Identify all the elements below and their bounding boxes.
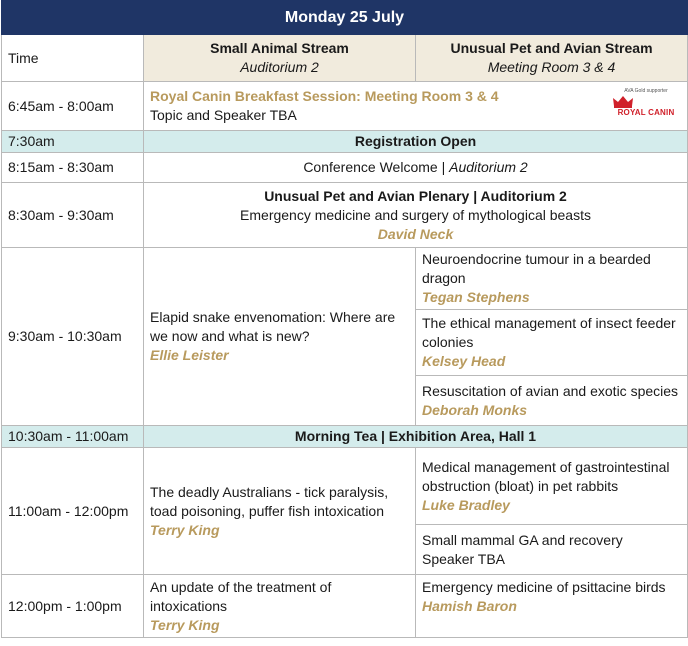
- registration-label: Registration Open: [144, 131, 688, 153]
- logo-caption: AVA Gold supporter: [624, 88, 668, 94]
- block3-left-session: [144, 575, 416, 638]
- tea-label: Morning Tea | Exhibition Area, Hall 1: [144, 426, 688, 448]
- block1-time: 9:30am - 10:30am: [2, 248, 144, 426]
- block2-time: 11:00am - 12:00pm: [2, 448, 144, 575]
- stream-name: Small Animal Stream: [210, 40, 349, 56]
- plenary-time: 8:30am - 9:30am: [2, 183, 144, 248]
- session-speaker: Tegan Stephens: [422, 289, 530, 305]
- day-title: Monday 25 July: [2, 1, 688, 35]
- registration-time: 7:30am: [2, 131, 144, 153]
- session-speaker: Hamish Baron: [422, 598, 517, 614]
- block2-left-session: [144, 448, 416, 575]
- session-topic: Small mammal GA and recovery: [422, 531, 623, 548]
- session-speaker: Terry King: [150, 617, 220, 633]
- block2-right-session-2: [416, 525, 688, 575]
- stream-name: Unusual Pet and Avian Stream: [450, 40, 653, 56]
- stream-room: Auditorium 2: [240, 59, 319, 75]
- breakfast-time: 6:45am - 8:00am: [2, 82, 144, 131]
- breakfast-session: [144, 82, 688, 131]
- session-topic: The ethical management of insect feeder colonies: [422, 315, 676, 350]
- block1-right-session-3: [416, 376, 688, 426]
- session-speaker: Kelsey Head: [422, 353, 506, 369]
- plenary-topic: Emergency medicine and surgery of mythological beasts: [240, 206, 591, 223]
- block1-right-session-2: [416, 310, 688, 376]
- tea-time: 10:30am - 11:00am: [2, 426, 144, 448]
- session-speaker: Deborah Monks: [422, 401, 528, 418]
- block3-time: 12:00pm - 1:00pm: [2, 575, 144, 638]
- session-speaker: Terry King: [150, 521, 220, 538]
- session-topic: Elapid snake envenomation: Where are we now and what is new?: [150, 309, 396, 344]
- welcome-time: 8:15am - 8:30am: [2, 153, 144, 183]
- session-speaker: Ellie Leister: [150, 347, 229, 363]
- plenary-speaker: David Neck: [377, 225, 454, 242]
- plenary-title: Unusual Pet and Avian Plenary | Auditorium 2: [264, 187, 567, 204]
- time-column-header: Time: [2, 35, 144, 82]
- block1-left-session: [144, 248, 416, 426]
- welcome-label: Conference Welcome: [303, 159, 438, 175]
- stream-room: Meeting Room 3 & 4: [487, 59, 616, 75]
- logo-name: ROYAL CANIN: [617, 108, 675, 117]
- royal-canin-logo: [611, 88, 681, 117]
- schedule-table: [1, 0, 688, 638]
- session-topic: Resuscitation of avian and exotic species: [422, 382, 679, 399]
- block2-right-session-1: [416, 448, 688, 525]
- session-topic: Emergency medicine of psittacine birds: [422, 579, 666, 595]
- block1-right-session-1: [416, 248, 688, 310]
- plenary-session: [144, 183, 688, 248]
- welcome-room: Auditorium 2: [449, 159, 528, 175]
- breakfast-title: Royal Canin Breakfast Session: Meeting Room 3 & 4: [150, 88, 499, 104]
- unusual-pet-stream-header: [416, 35, 688, 82]
- session-speaker: Luke Bradley: [422, 496, 510, 513]
- breakfast-subtitle: Topic and Speaker TBA: [150, 107, 297, 123]
- welcome-session: Conference Welcome | Auditorium 2: [144, 153, 688, 183]
- session-speaker: Speaker TBA: [422, 550, 506, 567]
- session-topic: An update of the treatment of intoxications: [150, 579, 332, 614]
- session-topic: The deadly Australians - tick paralysis, toad poisoning, puffer fish intoxication: [150, 483, 389, 519]
- crown-icon: [611, 94, 635, 108]
- session-topic: Medical management of gastrointestinal obstruction (bloat) in pet rabbits: [422, 458, 670, 494]
- small-animal-stream-header: [144, 35, 416, 82]
- session-topic: Neuroendocrine tumour in a bearded dragon: [422, 251, 651, 286]
- block3-right-session: [416, 575, 688, 638]
